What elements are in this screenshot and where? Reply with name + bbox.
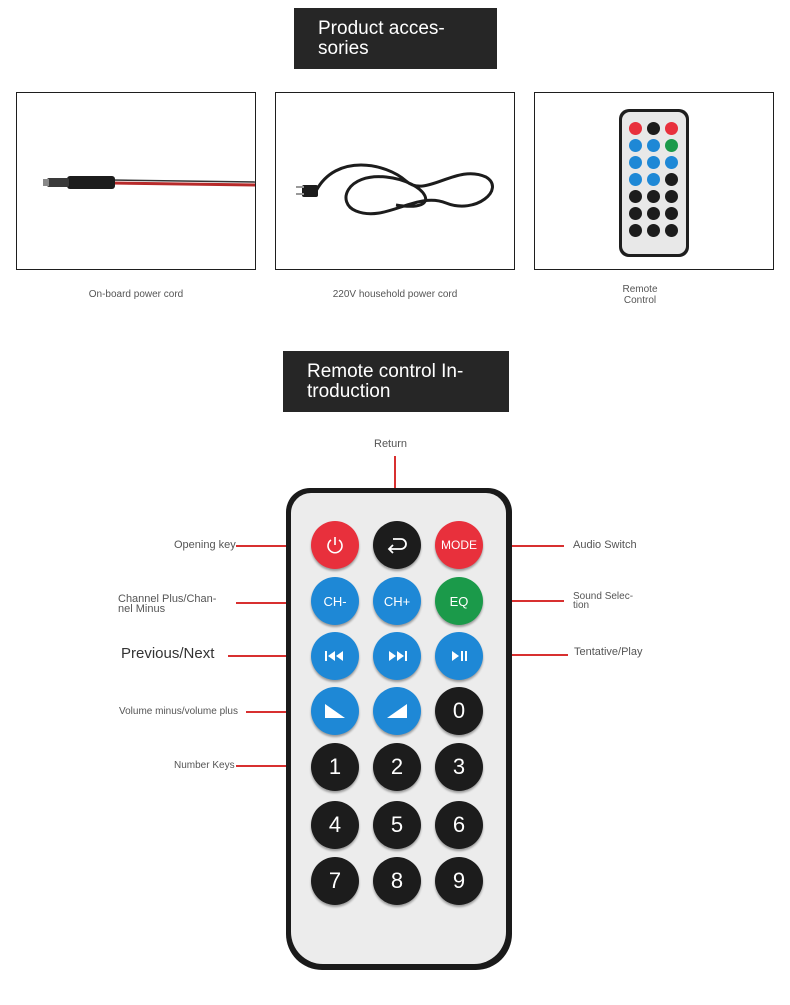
- tentative-play-callout: Tentative/Play: [574, 646, 643, 658]
- onboard-power-cord-image: [16, 92, 256, 270]
- ch-minus-button[interactable]: CH-: [311, 577, 359, 625]
- mini-num-button: [647, 207, 660, 220]
- mini-eq-button: [665, 139, 678, 152]
- mini-prev-button: [629, 156, 642, 169]
- number-1-button[interactable]: 1: [311, 743, 359, 791]
- mini-power-button: [629, 122, 642, 135]
- play-pause-icon: [450, 651, 468, 661]
- mini-vol-down-button: [629, 173, 642, 186]
- mini-mode-button: [665, 122, 678, 135]
- number-5-button[interactable]: 5: [373, 801, 421, 849]
- sound-selection-line-2: tion: [573, 600, 590, 611]
- household-power-cord-image: [275, 92, 515, 270]
- audio-switch-callout: Audio Switch: [573, 539, 637, 551]
- number-2-button[interactable]: 2: [373, 743, 421, 791]
- remote-control-thumbnail: [534, 92, 774, 270]
- mini-num-button: [665, 207, 678, 220]
- remote-caption-line-2: Control: [623, 295, 657, 306]
- previous-button[interactable]: [311, 632, 359, 680]
- prev-icon: [324, 651, 346, 661]
- product-accessories-banner: [294, 8, 497, 69]
- mode-button[interactable]: MODE: [435, 521, 483, 569]
- mini-ch-minus-button: [629, 139, 642, 152]
- volume-down-icon: [324, 703, 346, 719]
- remote-introduction-banner: [283, 351, 509, 412]
- volume-callout: Volume minus/volume plus: [119, 706, 238, 717]
- next-icon: [386, 651, 408, 661]
- mini-num-button: [647, 224, 660, 237]
- banner-line-1: Remote control In-: [307, 360, 464, 382]
- channel-callout: [118, 594, 216, 614]
- number-0-button[interactable]: 0: [435, 687, 483, 735]
- mini-num-button: [665, 224, 678, 237]
- number-keys-callout: Number Keys: [174, 760, 235, 771]
- household-power-cord-caption: 220V household power cord: [332, 289, 458, 300]
- banner-line-2: sories: [318, 37, 369, 59]
- remote-control: [286, 488, 512, 970]
- mini-num-button: [629, 207, 642, 220]
- sound-selection-callout: [573, 592, 633, 610]
- eq-button[interactable]: EQ: [435, 577, 483, 625]
- return-icon: [385, 535, 409, 555]
- number-9-button[interactable]: 9: [435, 857, 483, 905]
- remote-control-caption: [600, 284, 680, 306]
- mini-return-button: [647, 122, 660, 135]
- return-button[interactable]: [373, 521, 421, 569]
- banner-line-1: Product acces-: [318, 17, 445, 39]
- power-icon: [324, 534, 346, 556]
- channel-callout-line-1: Channel Plus/Chan-: [118, 593, 217, 605]
- mini-zero-button: [665, 173, 678, 186]
- previous-next-callout: Previous/Next: [121, 645, 215, 662]
- power-button[interactable]: [311, 521, 359, 569]
- mini-num-button: [647, 190, 660, 203]
- channel-callout-line-2: nel Minus: [118, 603, 166, 615]
- ch-plus-button[interactable]: CH+: [373, 577, 421, 625]
- mini-vol-up-button: [647, 173, 660, 186]
- mini-next-button: [647, 156, 660, 169]
- number-7-button[interactable]: 7: [311, 857, 359, 905]
- mini-num-button: [629, 224, 642, 237]
- mini-num-button: [665, 190, 678, 203]
- next-button[interactable]: [373, 632, 421, 680]
- number-3-button[interactable]: 3: [435, 743, 483, 791]
- mini-ch-plus-button: [647, 139, 660, 152]
- mini-remote: [619, 109, 689, 257]
- return-callout: Return: [374, 438, 408, 450]
- number-6-button[interactable]: 6: [435, 801, 483, 849]
- play-pause-button[interactable]: [435, 632, 483, 680]
- volume-up-button[interactable]: [373, 687, 421, 735]
- number-8-button[interactable]: 8: [373, 857, 421, 905]
- remote-caption-line-1: Remote: [622, 284, 658, 295]
- banner-line-2: troduction: [307, 380, 391, 402]
- volume-up-icon: [386, 703, 408, 719]
- volume-down-button[interactable]: [311, 687, 359, 735]
- number-4-button[interactable]: 4: [311, 801, 359, 849]
- mini-num-button: [629, 190, 642, 203]
- mini-play-button: [665, 156, 678, 169]
- sound-selection-line-1: Sound Selec-: [573, 591, 634, 602]
- opening-key-callout: Opening key: [174, 539, 236, 551]
- onboard-power-cord-caption: On-board power cord: [88, 289, 184, 300]
